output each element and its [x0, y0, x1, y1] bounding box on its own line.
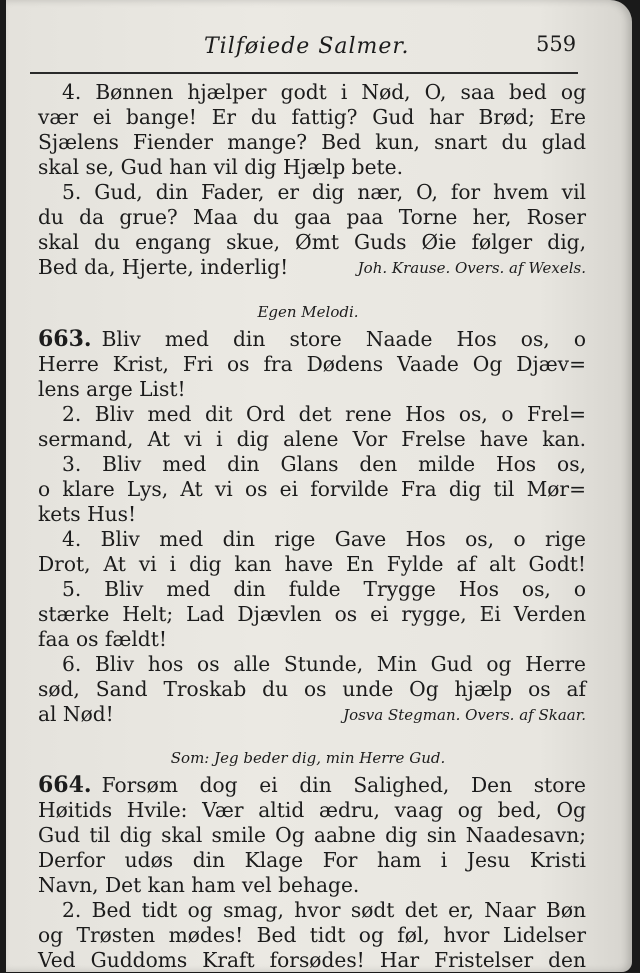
attribution-line	[252, 256, 586, 281]
text-line	[62, 402, 586, 427]
text-line	[38, 823, 586, 848]
text-line	[62, 898, 586, 923]
line-text: skal du engang skue, Ømt Guds Øie følger dig,	[38, 230, 586, 254]
text-line	[38, 205, 586, 230]
text-line	[38, 773, 586, 798]
line-text: Bed da, Hjerte, inderlig!	[38, 255, 289, 279]
text-line	[38, 552, 586, 577]
melody-line	[30, 300, 586, 325]
text-line	[38, 798, 586, 823]
text-line	[38, 602, 586, 627]
page-header	[6, 30, 632, 70]
line-text: al Nød!	[38, 702, 114, 726]
line-text: Ved Guddoms Kraft forsødes! Har Fristelser den	[38, 948, 586, 972]
line-text: Derfor udøs din Klage For ham i Jesu Kristi	[38, 848, 586, 872]
text-line	[38, 155, 586, 180]
text-line	[38, 502, 586, 527]
line-text: o klare Lys, At vi os ei forvilde Fra dig til Mør=	[38, 477, 586, 501]
line-text: 2. Bliv med dit Ord det rene Hos os, o Frel=	[62, 402, 586, 426]
text-line	[62, 180, 586, 205]
text-line	[38, 948, 586, 973]
line-text: vær ei bange! Er du fattig? Gud har Brød; Ere	[38, 105, 586, 129]
line-text: Drot, At vi i dig kan have En Fylde af alt Godt!	[38, 552, 586, 576]
text-line	[38, 130, 586, 155]
text-line	[62, 80, 586, 105]
line-text: Herre Krist, Fri os fra Dødens Vaade Og Djæv=	[38, 352, 586, 376]
text-line	[38, 327, 586, 352]
line-text: Egen Melodi.	[257, 303, 359, 321]
line-text: du da grue? Maa du gaa paa Torne her, Roser	[38, 205, 586, 229]
text-line	[38, 677, 586, 702]
text-line	[62, 652, 586, 677]
line-text: skal se, Gud han vil dig Hjælp bete.	[38, 155, 404, 179]
book-page	[6, 0, 632, 972]
line-text: Joh. Krause. Overs. af Wexels.	[357, 259, 586, 277]
line-text: 4. Bønnen hjælper godt i Nød, O, saa bed og	[62, 80, 586, 104]
hymn-number: 663.	[38, 326, 92, 352]
melody-line	[30, 746, 586, 771]
text-line	[38, 873, 586, 898]
text-line	[62, 527, 586, 552]
line-text: Gud til dig skal smile Og aabne dig sin Naadesavn;	[38, 823, 586, 847]
line-text: kets Hus!	[38, 502, 137, 526]
text-line	[38, 230, 586, 255]
line-text: 5. Bliv med din fulde Trygge Hos os, o	[62, 577, 586, 601]
line-text: Høitids Hvile: Vær altid ædru, vaag og bed, Og	[38, 798, 586, 822]
text-line	[62, 577, 586, 602]
line-text: Bliv med din store Naade Hos os, o	[101, 327, 586, 351]
line-text: Josva Stegman. Overs. af Skaar.	[343, 706, 586, 724]
text-line	[62, 452, 586, 477]
text-line	[38, 923, 586, 948]
text-line	[38, 627, 586, 652]
line-text: sermand, At vi i dig alene Vor Frelse have kan.	[38, 427, 586, 451]
attribution-line	[252, 703, 586, 728]
line-text: 4. Bliv med din rige Gave Hos os, o rige	[62, 527, 586, 551]
text-line	[38, 477, 586, 502]
running-title: Tilføiede Salmer.	[204, 34, 410, 59]
line-text: 6. Bliv hos os alle Stunde, Min Gud og Herre	[62, 652, 586, 676]
line-text: 2. Bed tidt og smag, hvor sødt det er, Naar Bøn	[62, 898, 586, 922]
line-text: lens arge List!	[38, 377, 186, 401]
line-text: stærke Helt; Lad Djævlen os ei rygge, Ei Verden	[38, 602, 586, 626]
hymn-number: 664.	[38, 772, 92, 798]
line-text: Forsøm dog ei din Salighed, Den store	[101, 773, 586, 797]
text-line	[38, 377, 586, 402]
line-text: Som: Jeg beder dig, min Herre Gud.	[170, 749, 446, 767]
page-number: 559	[536, 32, 577, 56]
line-text: 5. Gud, din Fader, er dig nær, O, for hvem vil	[62, 180, 586, 204]
text-line	[38, 427, 586, 452]
line-text: faa os fældt!	[38, 627, 167, 651]
line-text: sød, Sand Troskab du os unde Og hjælp os af	[38, 677, 586, 701]
line-text: Sjælens Fiender mange? Bed kun, snart du glad	[38, 130, 586, 154]
text-line	[38, 105, 586, 130]
text-line	[38, 352, 586, 377]
line-text: og Trøsten mødes! Bed tidt og føl, hvor Lidelser	[38, 923, 586, 947]
header-rule	[30, 72, 578, 74]
line-text: 3. Bliv med din Glans den milde Hos os,	[62, 452, 586, 476]
line-text: Navn, Det kan ham vel behage.	[38, 873, 360, 897]
text-line	[38, 848, 586, 873]
